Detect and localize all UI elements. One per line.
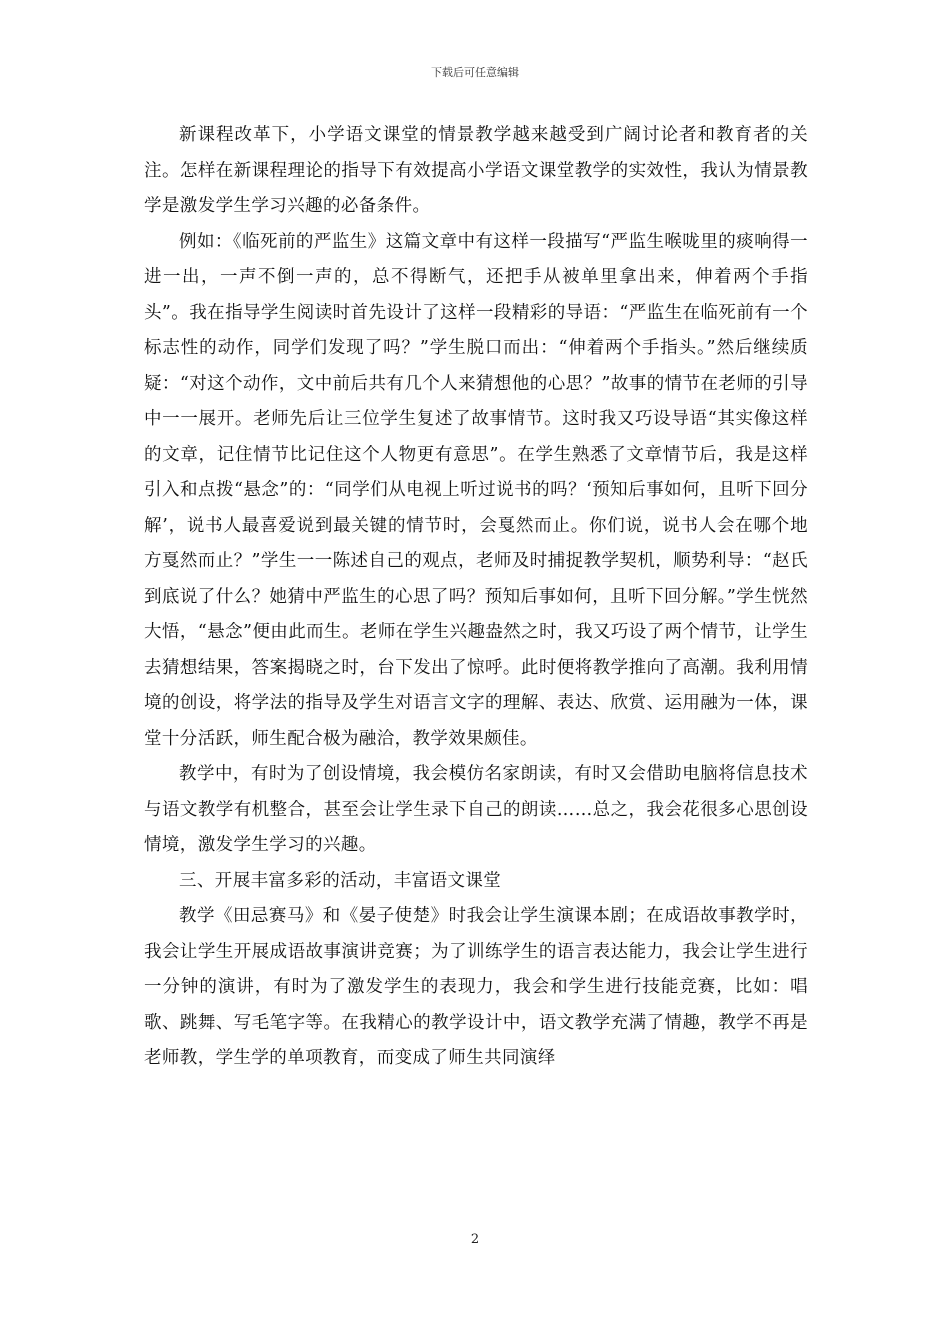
paragraph-intro: 新课程改革下，小学语文课堂的情景教学越来越受到广阔讨论者和教育者的关注。怎样在新课程理论的指导下有效提高小学语文课堂教学的实效性，我认为情景教学是激发学生学习兴趣的必备条件。 bbox=[144, 125, 808, 216]
paragraph-example: 例如：《临死前的严监生》这篇文章中有这样一段描写“严监生喉咙里的痰响得一进一出，一声不倒一声的，总不得断气，还把手从被单里拿出来，伸着两个手指头”。我在指导学生阅读时首先设计了这样一段精彩的导语：“严监生在临死前有一个标志性的动作，同学们发现了吗？”学生脱口而出：“伸着两个手指头。”然后继续质疑：“对这个动作，文中前后共有几个人来猜想他的心思？”故事的情节在老师的引导中一一展开。老师先后让三位学生复述了故事情节。这时我又巧设导语“其实像这样的文章，记住情节比记住这个人物更有意思”。在学生熟悉了文章情节后，我是这样引入和点拨“悬念”的：“同学们从电视上听过说书的吗？‘预知后事如何，且听下回分解’，说书人最喜爱说到最关键的情节时，会戛然而止。你们说，说书人会在哪个地方戛然而止？”学生一一陈述自己的观点，老师及时捕捉教学契机，顺势利导：“赵氏到底说了什么？她猜中严监生的心思了吗？预知后事如何，且听下回分解。”学生恍然大悟，“悬念”便由此而生。老师在学生兴趣盎然之时，我又巧设了两个情节，让学生去猜想结果，答案揭晓之时，台下发出了惊呼。此时便将教学推向了高潮。我利用情境的创设，将学法的指导及学生对语言文字的理解、表达、欣赏、运用融为一体，课堂十分活跃，师生配合极为融洽，教学效果颇佳。 bbox=[144, 231, 808, 749]
paragraph-situation: 教学中，有时为了创设情境，我会模仿名家朗读，有时又会借助电脑将信息技术与语文教学有机整合，甚至会让学生录下自己的朗读……总之，我会花很多心思创设情境，激发学生学习的兴趣。 bbox=[144, 764, 808, 855]
document-body bbox=[144, 118, 808, 1077]
page-number: 2 bbox=[470, 1232, 480, 1247]
page-header: 下载后可任意编辑 bbox=[431, 66, 519, 79]
paragraph-activities: 教学《田忌赛马》和《晏子使楚》时我会让学生演课本剧；在成语故事教学时，我会让学生开展成语故事演讲竞赛；为了训练学生的语言表达能力，我会让学生进行一分钟的演讲，有时为了激发学生的表现力，我会和学生进行技能竞赛，比如：唱歌、跳舞、写毛笔字等。在我精心的教学设计中，语文教学充满了情趣，教学不再是老师教，学生学的单项教育，而变成了师生共同演绎 bbox=[144, 906, 808, 1068]
section-heading: 三、开展丰富多彩的活动，丰富语文课堂 bbox=[179, 870, 502, 891]
